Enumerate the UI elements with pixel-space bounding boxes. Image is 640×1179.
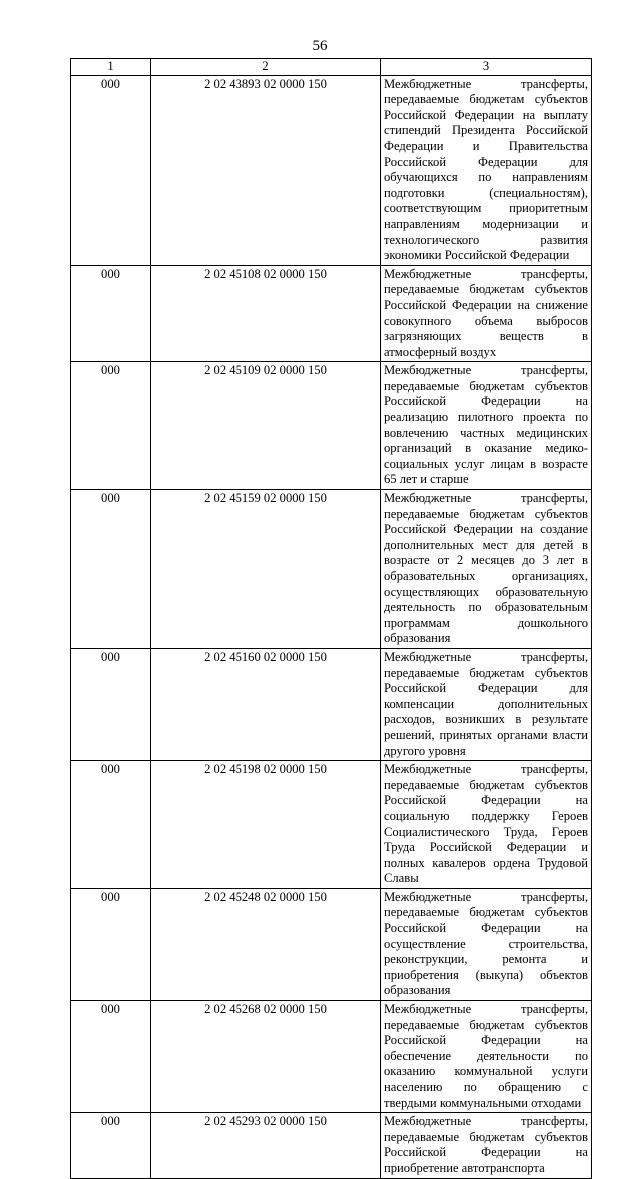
description-cell: Межбюджетные трансферты, передаваемые бюджетам субъектов Российской Федерации на снижение совокупного объема выбросов загрязняющих веществ в атмосферный воздух xyxy=(381,265,592,362)
table-row xyxy=(71,1113,592,1178)
admin-code-cell: 000 xyxy=(71,362,151,490)
budget-code-cell: 2 02 45108 02 0000 150 xyxy=(151,265,381,362)
table-row xyxy=(71,75,592,265)
table-row xyxy=(71,888,592,1000)
table-row xyxy=(71,1001,592,1113)
page-number: 56 xyxy=(312,38,328,54)
admin-code-cell: 000 xyxy=(71,888,151,1000)
table-row xyxy=(71,648,592,760)
admin-code-cell: 000 xyxy=(71,1001,151,1113)
table-header-row xyxy=(71,59,592,76)
table-row xyxy=(71,362,592,490)
description-cell: Межбюджетные трансферты, передаваемые бюджетам субъектов Российской Федерации на приобретение автотранспорта xyxy=(381,1113,592,1178)
table-row xyxy=(71,265,592,362)
description-cell: Межбюджетные трансферты, передаваемые бюджетам субъектов Российской Федерации для компенсации дополнительных расходов, возникших в результате решений, принятых органами власти другого уровня xyxy=(381,648,592,760)
admin-code-cell: 000 xyxy=(71,761,151,889)
description-cell: Межбюджетные трансферты, передаваемые бюджетам субъектов Российской Федерации на социальную поддержку Героев Социалистического Труда, Героев Труда Российской Федерации и полных кавалеров ордена Трудовой Славы xyxy=(381,761,592,889)
column-header-1: 1 xyxy=(71,59,151,76)
description-cell: Межбюджетные трансферты, передаваемые бюджетам субъектов Российской Федерации на выплату стипендий Президента Российской Федерации и Правительства Российской Федерации для обучающихся по направлениям подготовки (специальностям), соответствующим приоритетным направлениям модернизации и технологического развития экономики Российской Федерации xyxy=(381,75,592,265)
description-cell: Межбюджетные трансферты, передаваемые бюджетам субъектов Российской Федерации на создание дополнительных мест для детей в возрасте от 2 месяцев до 3 лет в образовательных организациях, осуществляющих образовательную деятельность по образовательным программам дошкольного образования xyxy=(381,490,592,649)
budget-code-cell: 2 02 45198 02 0000 150 xyxy=(151,761,381,889)
column-header-3: 3 xyxy=(381,59,592,76)
budget-code-cell: 2 02 45109 02 0000 150 xyxy=(151,362,381,490)
budget-code-cell: 2 02 45160 02 0000 150 xyxy=(151,648,381,760)
budget-code-cell: 2 02 45248 02 0000 150 xyxy=(151,888,381,1000)
budget-code-cell: 2 02 43893 02 0000 150 xyxy=(151,75,381,265)
budget-code-cell: 2 02 45268 02 0000 150 xyxy=(151,1001,381,1113)
budget-code-cell: 2 02 45293 02 0000 150 xyxy=(151,1113,381,1178)
budget-code-cell: 2 02 45159 02 0000 150 xyxy=(151,490,381,649)
admin-code-cell: 000 xyxy=(71,648,151,760)
admin-code-cell: 000 xyxy=(71,75,151,265)
admin-code-cell: 000 xyxy=(71,1113,151,1178)
table-row xyxy=(71,761,592,889)
admin-code-cell: 000 xyxy=(71,490,151,649)
column-header-2: 2 xyxy=(151,59,381,76)
description-cell: Межбюджетные трансферты, передаваемые бюджетам субъектов Российской Федерации на обеспечение деятельности по оказанию коммунальной услуги населению по обращению с твердыми коммунальными отходами xyxy=(381,1001,592,1113)
table-row xyxy=(71,490,592,649)
budget-codes-table xyxy=(70,58,592,1179)
admin-code-cell: 000 xyxy=(71,265,151,362)
description-cell: Межбюджетные трансферты, передаваемые бюджетам субъектов Российской Федерации на реализацию пилотного проекта по вовлечению частных медицинских организаций в оказание медико-социальных услуг лицам в возрасте 65 лет и старше xyxy=(381,362,592,490)
description-cell: Межбюджетные трансферты, передаваемые бюджетам субъектов Российской Федерации на осуществление строительства, реконструкции, ремонта и приобретения (выкупа) объектов образования xyxy=(381,888,592,1000)
